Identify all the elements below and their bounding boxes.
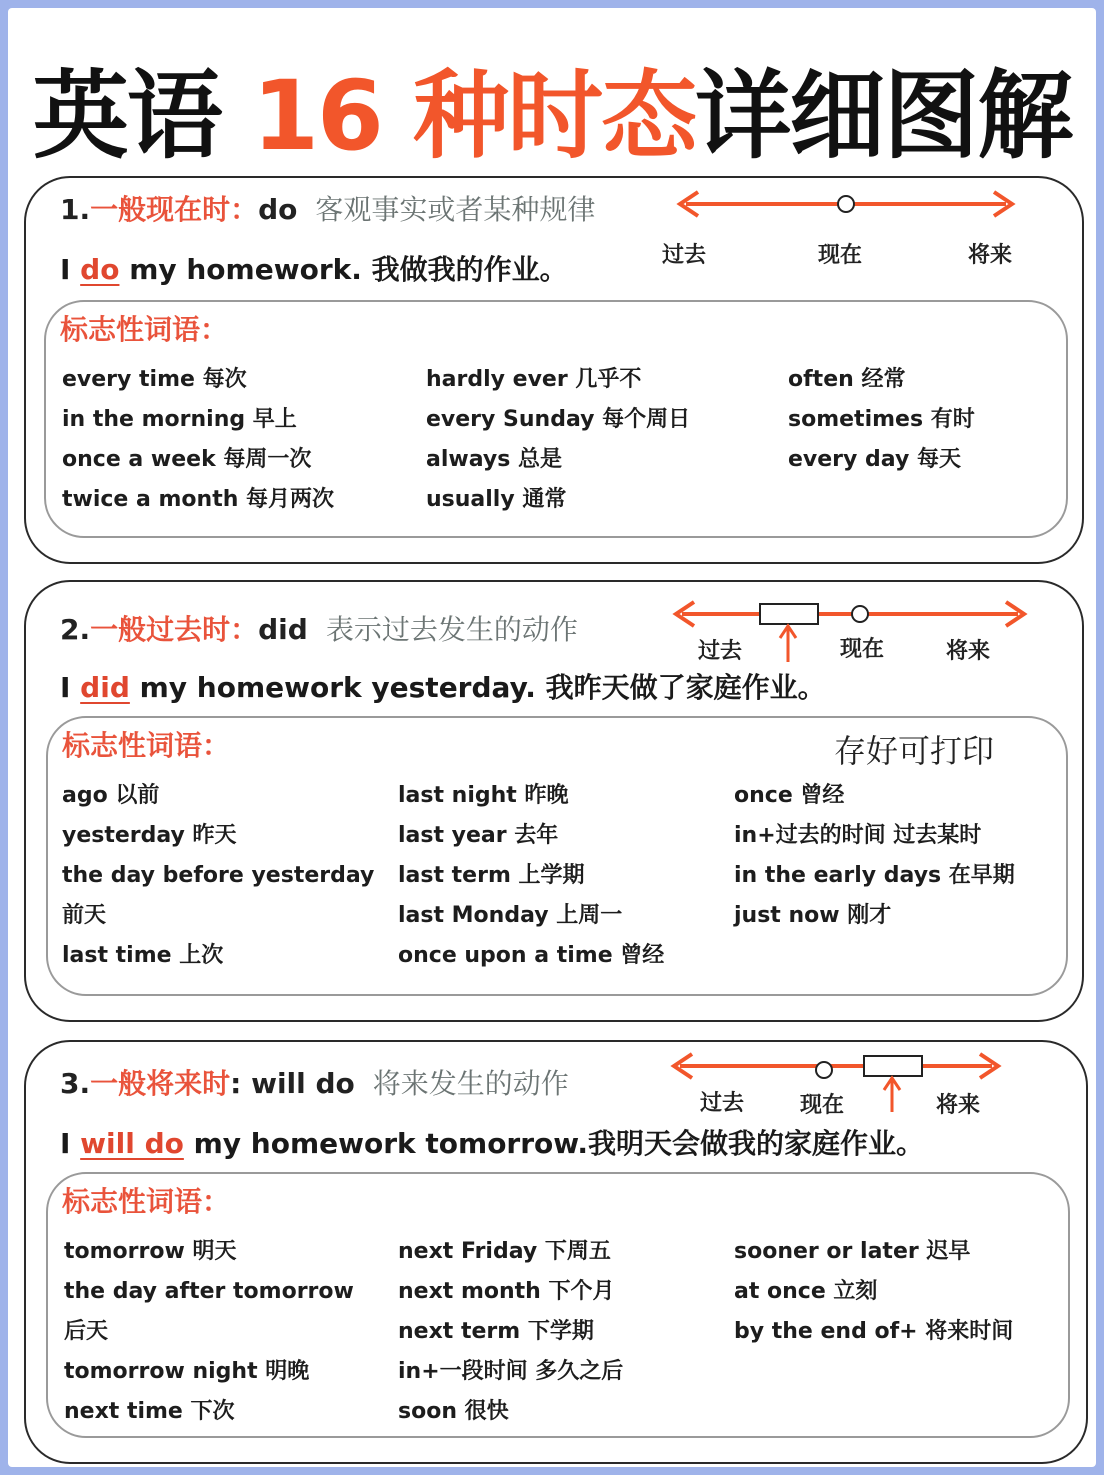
keyword-column bbox=[64, 1232, 354, 1432]
keyword-item: every time 每次 bbox=[62, 367, 247, 392]
section-2-heading bbox=[60, 608, 578, 648]
keyword-item: usually 通常 bbox=[426, 487, 567, 512]
keyword-item: 后天 bbox=[64, 1319, 109, 1344]
section-2-form: did bbox=[258, 613, 308, 646]
section-1-form: do bbox=[258, 193, 298, 226]
keyword-item: in the early days 在早期 bbox=[734, 863, 1015, 888]
section-3-keywords-box bbox=[46, 1172, 1070, 1438]
title-part-2: 16 种时态 bbox=[252, 60, 696, 172]
title-part-1: 英语 bbox=[32, 60, 221, 172]
keyword-item: at once 立刻 bbox=[734, 1279, 878, 1304]
section-2-number: 2. bbox=[60, 613, 91, 646]
keywords-label: 标志性词语： bbox=[62, 729, 231, 762]
now-point-icon bbox=[816, 1062, 832, 1078]
timeline-past-label: 过去 bbox=[698, 639, 743, 664]
keyword-column bbox=[734, 776, 1015, 936]
keyword-item: soon 很快 bbox=[398, 1399, 509, 1424]
keyword-item: last night 昨晚 bbox=[398, 783, 569, 808]
keyword-item: often 经常 bbox=[788, 367, 906, 392]
keyword-item: the day after tomorrow bbox=[64, 1279, 354, 1304]
keyword-column bbox=[62, 360, 334, 520]
timeline-future-label: 将来 bbox=[936, 1093, 981, 1118]
now-point-icon bbox=[838, 196, 854, 212]
timeline-now-label: 现在 bbox=[818, 243, 863, 268]
section-3-heading bbox=[60, 1062, 569, 1102]
section-1-example: I do my homework. 我做我的作业。 bbox=[60, 253, 568, 286]
section-1-number: 1. bbox=[60, 193, 91, 226]
keyword-item: ago 以前 bbox=[62, 783, 160, 808]
timeline-future-label: 将来 bbox=[946, 639, 991, 664]
highlighted-verb: will do bbox=[80, 1127, 184, 1160]
keyword-item: every Sunday 每个周日 bbox=[426, 407, 691, 432]
past-period-box bbox=[760, 604, 818, 624]
keyword-item: once a week 每周一次 bbox=[62, 447, 312, 472]
keyword-item: last year 去年 bbox=[398, 823, 559, 848]
keyword-column bbox=[426, 360, 690, 520]
section-1-timeline bbox=[672, 186, 1022, 226]
timeline-now-label: 现在 bbox=[840, 637, 885, 662]
section-1-heading bbox=[60, 188, 595, 228]
section-3-number: 3. bbox=[60, 1067, 91, 1100]
keyword-item: 前天 bbox=[62, 903, 107, 928]
section-3-form: : will do bbox=[230, 1067, 355, 1100]
future-period-box bbox=[864, 1056, 922, 1076]
keyword-item: tomorrow 明天 bbox=[64, 1239, 237, 1264]
keyword-item: last term 上学期 bbox=[398, 863, 585, 888]
keyword-item: every day 每天 bbox=[788, 447, 961, 472]
keyword-item: once upon a time 曾经 bbox=[398, 943, 665, 968]
section-2-example: I did my homework yesterday. 我昨天做了家庭作业。 bbox=[60, 671, 826, 704]
keyword-item: twice a month 每月两次 bbox=[62, 487, 335, 512]
keyword-item: sometimes 有时 bbox=[788, 407, 975, 432]
keyword-column bbox=[398, 1232, 623, 1432]
keyword-column bbox=[398, 776, 664, 976]
section-1-keywords-box bbox=[44, 300, 1068, 538]
timeline-now-label: 现在 bbox=[800, 1093, 845, 1118]
keywords-label: 标志性词语： bbox=[60, 313, 229, 346]
keyword-item: by the end of+ 将来时间 bbox=[734, 1319, 1014, 1344]
keyword-item: in the morning 早上 bbox=[62, 407, 297, 432]
title-part-3: 详细图解 bbox=[695, 60, 1072, 172]
timeline-future-label: 将来 bbox=[968, 243, 1013, 268]
print-note: 存好可打印 bbox=[834, 732, 995, 770]
section-3-example: I will do my homework tomorrow.我明天会做我的家庭作业。 bbox=[60, 1127, 925, 1160]
keyword-item: next time 下次 bbox=[64, 1399, 235, 1424]
keyword-item: in+过去的时间 过去某时 bbox=[734, 823, 982, 848]
keyword-item: in+一段时间 多久之后 bbox=[398, 1359, 624, 1384]
keyword-item: yesterday 昨天 bbox=[62, 823, 237, 848]
keyword-item: last Monday 上周一 bbox=[398, 903, 623, 928]
keyword-item: always 总是 bbox=[426, 447, 562, 472]
keyword-item: the day before yesterday bbox=[62, 863, 375, 888]
keyword-item: last time 上次 bbox=[62, 943, 224, 968]
keyword-item: sooner or later 迟早 bbox=[734, 1239, 971, 1264]
keyword-item: once 曾经 bbox=[734, 783, 845, 808]
keywords-label: 标志性词语： bbox=[62, 1185, 231, 1218]
section-2-description: 表示过去发生的动作 bbox=[325, 613, 578, 646]
timeline-past-label: 过去 bbox=[700, 1091, 745, 1116]
keyword-item: just now 刚才 bbox=[734, 903, 892, 928]
keyword-column bbox=[62, 776, 374, 976]
keyword-item: next Friday 下周五 bbox=[398, 1239, 611, 1264]
keyword-item: tomorrow night 明晚 bbox=[64, 1359, 310, 1384]
section-2-tense-name: 一般过去时： bbox=[90, 613, 259, 646]
section-1-tense-name: 一般现在时： bbox=[90, 193, 259, 226]
section-3-tense-name: 一般将来时 bbox=[90, 1067, 231, 1100]
keyword-column bbox=[734, 1232, 1013, 1352]
keyword-column bbox=[788, 360, 975, 480]
section-3-description: 将来发生的动作 bbox=[372, 1067, 569, 1100]
section-1-description: 客观事实或者某种规律 bbox=[315, 193, 596, 226]
highlighted-verb: did bbox=[80, 671, 130, 704]
highlighted-verb: do bbox=[80, 253, 120, 286]
page-title bbox=[0, 40, 1104, 177]
keyword-item: next term 下学期 bbox=[398, 1319, 594, 1344]
keyword-item: next month 下个月 bbox=[398, 1279, 615, 1304]
keyword-item: hardly ever 几乎不 bbox=[426, 367, 642, 392]
timeline-past-label: 过去 bbox=[662, 243, 707, 268]
now-point-icon bbox=[852, 606, 868, 622]
